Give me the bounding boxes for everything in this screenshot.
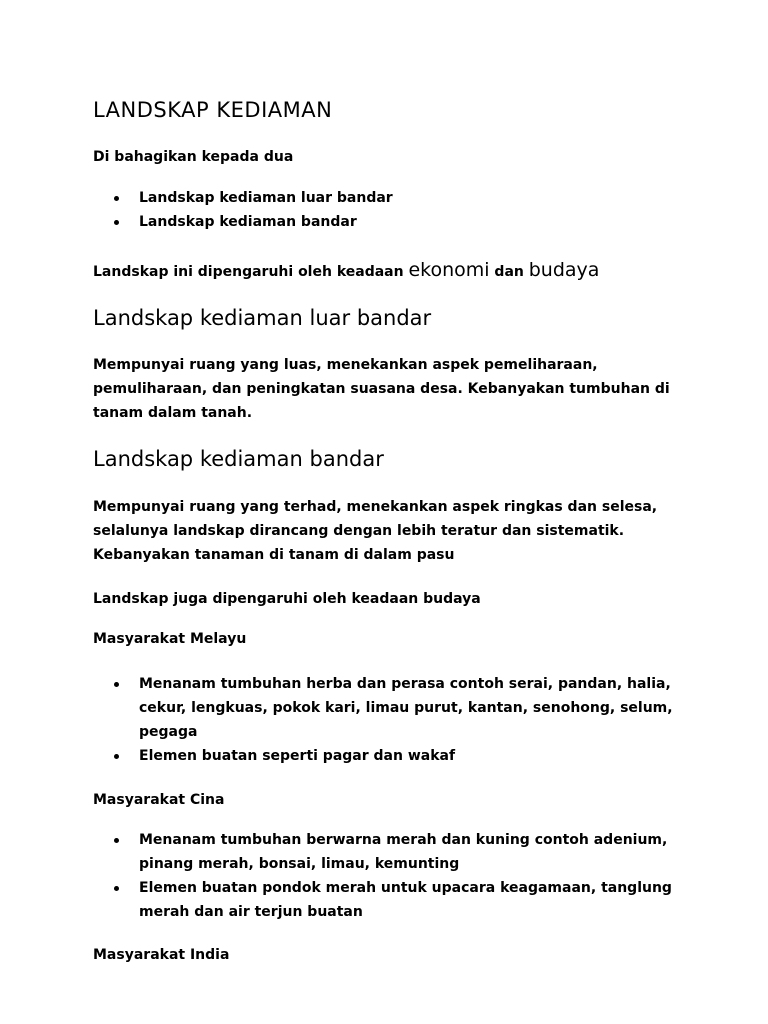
melayu-list: [93, 672, 683, 768]
bullet-icon: [114, 886, 119, 891]
list-item: Landskap kediaman luar bandar: [93, 186, 683, 210]
culture-intro: Landskap juga dipengaruhi oleh keadaan budaya: [93, 591, 481, 607]
cina-list: [93, 828, 683, 924]
bullet-icon: [114, 838, 119, 843]
types-list: [93, 186, 683, 234]
melayu-heading: Masyarakat Melayu: [93, 631, 247, 647]
list-item: Elemen buatan seperti pagar dan wakaf: [93, 744, 683, 768]
influence-text: Landskap ini dipengaruhi oleh keadaan ekonomi dan budaya: [93, 259, 600, 281]
influence-word-economy: ekonomi: [408, 259, 490, 281]
list-item: Elemen buatan pondok merah untuk upacara keagamaan, tanglung merah dan air terjun buatan: [93, 876, 683, 924]
list-item: Menanam tumbuhan berwarna merah dan kuning contoh adenium, pinang merah, bonsai, limau, kemunting: [93, 828, 683, 876]
bullet-icon: [114, 220, 119, 225]
rural-heading: Landskap kediaman luar bandar: [93, 306, 432, 330]
list-item: Landskap kediaman bandar: [93, 210, 683, 234]
india-heading: Masyarakat India: [93, 947, 230, 963]
list-item: Menanam tumbuhan herba dan perasa contoh serai, pandan, halia, cekur, lengkuas, pokok kari, limau purut, kantan, senohong, selum, pegaga: [93, 672, 683, 744]
intro-text: Di bahagikan kepada dua: [93, 149, 294, 165]
bullet-icon: [114, 682, 119, 687]
bullet-icon: [114, 754, 119, 759]
urban-heading: Landskap kediaman bandar: [93, 447, 384, 471]
document-title: LANDSKAP KEDIAMAN: [93, 98, 333, 122]
influence-word-culture: budaya: [528, 259, 600, 281]
rural-body: Mempunyai ruang yang luas, menekankan aspek pemeliharaan, pemuliharaan, dan peningkatan suasana desa. Kebanyakan tumbuhan di tanam dalam tanah.: [93, 357, 670, 421]
urban-body: Mempunyai ruang yang terhad, menekankan aspek ringkas dan selesa, selalunya landskap dirancang dengan lebih teratur dan sistematik. Kebanyakan tanaman di tanam di dalam pasu: [93, 499, 658, 563]
cina-heading: Masyarakat Cina: [93, 792, 225, 808]
bullet-icon: [114, 196, 119, 201]
